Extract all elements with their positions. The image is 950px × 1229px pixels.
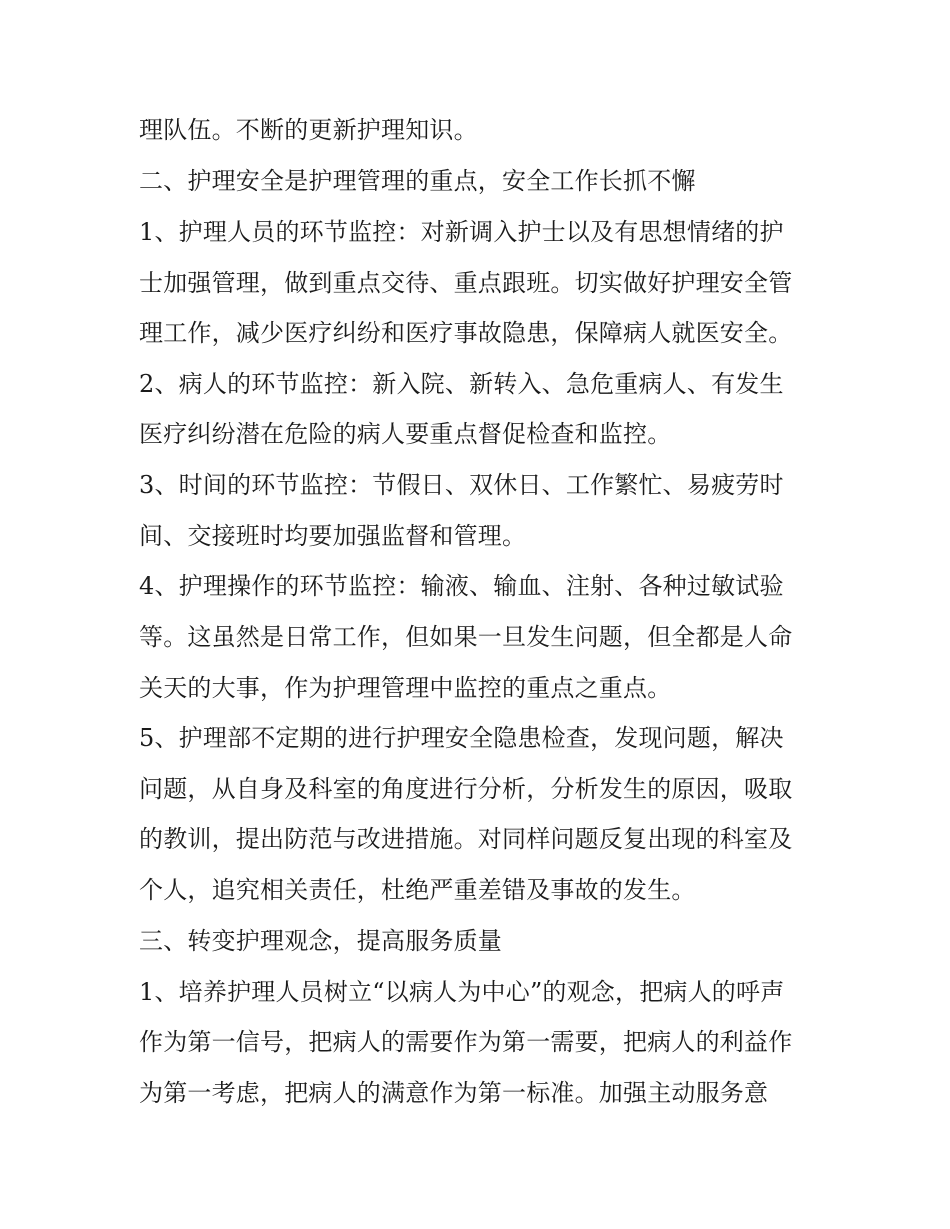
text-line: 4、护理操作的环节监控：输液、输血、注射、各种过敏试验 — [139, 572, 784, 600]
text-line: 作为第一信号，把病人的需要作为第一需要，把病人的利益作 — [139, 1028, 793, 1056]
text-line: 为第一考虑，把病人的满意作为第一标准。加强主动服务意 — [139, 1079, 769, 1107]
text-line: 5、护理部不定期的进行护理安全隐患检查，发现问题，解决 — [139, 724, 784, 752]
text-line: 个人，追究相关责任，杜绝严重差错及事故的发生。 — [139, 876, 696, 904]
text-line: 1、培养护理人员树立“以病人为中心”的观念，把病人的呼声 — [139, 978, 785, 1006]
text-line: 理工作，减少医疗纠纷和医疗事故隐患，保障病人就医安全。 — [139, 319, 793, 347]
text-line: 医疗纠纷潜在危险的病人要重点督促检查和监控。 — [139, 420, 672, 448]
section-heading: 二、护理安全是护理管理的重点，安全工作长抓不懈 — [139, 167, 696, 195]
text-line: 等。这虽然是日常工作，但如果一旦发生问题，但全都是人命 — [139, 623, 793, 651]
text-line: 2、病人的环节监控：新入院、新转入、急危重病人、有发生 — [139, 370, 784, 398]
text-line: 理队伍。不断的更新护理知识。 — [139, 116, 478, 144]
text-line: 的教训，提出防范与改进措施。对同样问题反复出现的科室及 — [139, 825, 793, 853]
text-line: 问题，从自身及科室的角度进行分析，分析发生的原因，吸取 — [139, 775, 793, 803]
text-line: 关天的大事，作为护理管理中监控的重点之重点。 — [139, 674, 672, 702]
text-line: 士加强管理，做到重点交待、重点跟班。切实做好护理安全管 — [139, 269, 793, 297]
text-line: 间、交接班时均要加强监督和管理。 — [139, 522, 527, 550]
text-line: 3、时间的环节监控：节假日、双休日、工作繁忙、易疲劳时 — [139, 471, 784, 499]
section-heading: 三、转变护理观念，提高服务质量 — [139, 927, 502, 955]
text-line: 1、护理人员的环节监控：对新调入护士以及有思想情绪的护 — [139, 218, 784, 246]
